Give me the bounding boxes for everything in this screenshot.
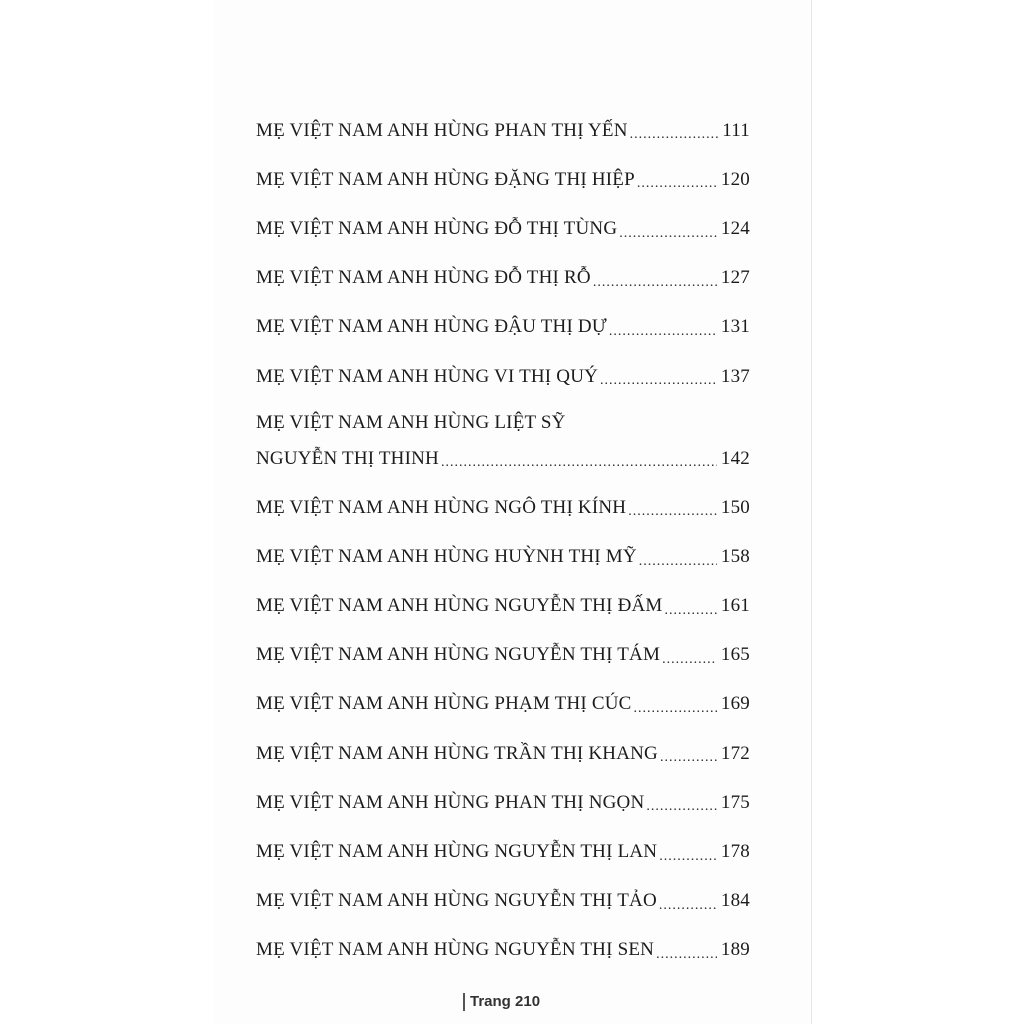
toc-entry-title: MẸ VIỆT NAM ANH HÙNG ĐẬU THỊ DỰ [256,316,607,338]
toc-entry [256,434,750,483]
toc-entry-title: MẸ VIỆT NAM ANH HÙNG ĐẶNG THỊ HIỆP [256,168,635,190]
toc-leader-dots [665,603,717,631]
toc-entry-title: MẸ VIỆT NAM ANH HÙNG PHAN THỊ YẾN [256,119,628,141]
toc-entry-page: 131 [720,316,750,338]
toc-entry-page: 161 [720,595,750,617]
toc-leader-dots [593,275,717,303]
toc-leader-dots [656,947,717,975]
toc-leader-dots [634,701,717,729]
toc-entry-title: MẸ VIỆT NAM ANH HÙNG NGÔ THỊ KÍNH [256,496,627,518]
toc-entry-page: 184 [720,890,750,912]
toc-entry [256,926,750,975]
toc-entry [256,582,750,631]
toc-entry-page: 111 [722,119,750,141]
toc-leader-dots [628,504,717,532]
toc-entry [256,254,750,303]
toc-entry-title: MẸ VIỆT NAM ANH HÙNG NGUYỄN THỊ SEN [256,939,655,961]
toc-entry [256,827,750,876]
toc-entry-title: MẸ VIỆT NAM ANH HÙNG NGUYỄN THỊ TÁM [256,644,661,666]
toc-leader-dots [639,554,717,582]
toc-entry [256,303,750,352]
toc-entry-title-line2: NGUYỄN THỊ THINH [256,447,439,469]
toc-entry-title: MẸ VIỆT NAM ANH HÙNG NGUYỄN THỊ TẢO [256,890,657,912]
toc-entry-title: MẸ VIỆT NAM ANH HÙNG LIỆT SỸ [256,412,566,434]
toc-entry-page: 120 [720,168,750,190]
toc-entry-title: MẸ VIỆT NAM ANH HÙNG ĐỖ THỊ RỖ [256,267,591,289]
toc-entry-page: 137 [720,365,750,387]
toc-entry [256,352,750,401]
page-number-footer: Trang 210 [463,993,540,1011]
toc-entry-first-line [256,401,750,434]
toc-entry [256,778,750,827]
toc-leader-dots [646,799,717,827]
toc-entry-title: MẸ VIỆT NAM ANH HÙNG PHAN THỊ NGỌN [256,791,645,813]
toc-entry-page: 127 [720,267,750,289]
toc-entry-page: 124 [720,217,750,239]
table-of-contents [256,106,750,975]
toc-entry-title: MẸ VIỆT NAM ANH HÙNG PHẠM THỊ CÚC [256,693,632,715]
toc-entry-page: 175 [720,791,750,813]
toc-entry-title: MẸ VIỆT NAM ANH HÙNG NGUYỄN THỊ ĐẤM [256,595,663,617]
toc-entry [256,106,750,155]
toc-entry-title: MẸ VIỆT NAM ANH HÙNG VI THỊ QUÝ [256,365,599,387]
toc-entry-page: 178 [720,841,750,863]
toc-entry [256,204,750,253]
toc-entry-page: 150 [720,496,750,518]
toc-leader-dots [619,226,717,254]
toc-leader-dots [630,127,719,155]
toc-entry [256,631,750,680]
toc-leader-dots [600,373,717,401]
toc-entry-title: MẸ VIỆT NAM ANH HÙNG NGUYỄN THỊ LAN [256,841,658,863]
toc-entry-title: MẸ VIỆT NAM ANH HÙNG ĐỖ THỊ TÙNG [256,217,618,239]
toc-leader-dots [659,849,717,877]
toc-leader-dots [637,176,717,204]
toc-entry-title: MẸ VIỆT NAM ANH HÙNG HUỲNH THỊ MỸ [256,545,637,567]
toc-entry [256,483,750,532]
toc-entry [256,680,750,729]
toc-entry [256,729,750,778]
toc-entry-page: 189 [720,939,750,961]
toc-leader-dots [662,652,717,680]
toc-entry-page: 158 [720,545,750,567]
toc-leader-dots [659,898,717,926]
toc-entry-title: MẸ VIỆT NAM ANH HÙNG TRẦN THỊ KHANG [256,742,658,764]
toc-entry [256,532,750,581]
toc-entry-page: 172 [720,742,750,764]
toc-entry [256,877,750,926]
toc-entry-page: 165 [720,644,750,666]
toc-leader-dots [609,324,717,352]
toc-leader-dots [660,750,717,778]
toc-entry-page: 142 [720,447,750,469]
toc-entry-page: 169 [720,693,750,715]
toc-entry [256,155,750,204]
toc-leader-dots [441,455,717,483]
